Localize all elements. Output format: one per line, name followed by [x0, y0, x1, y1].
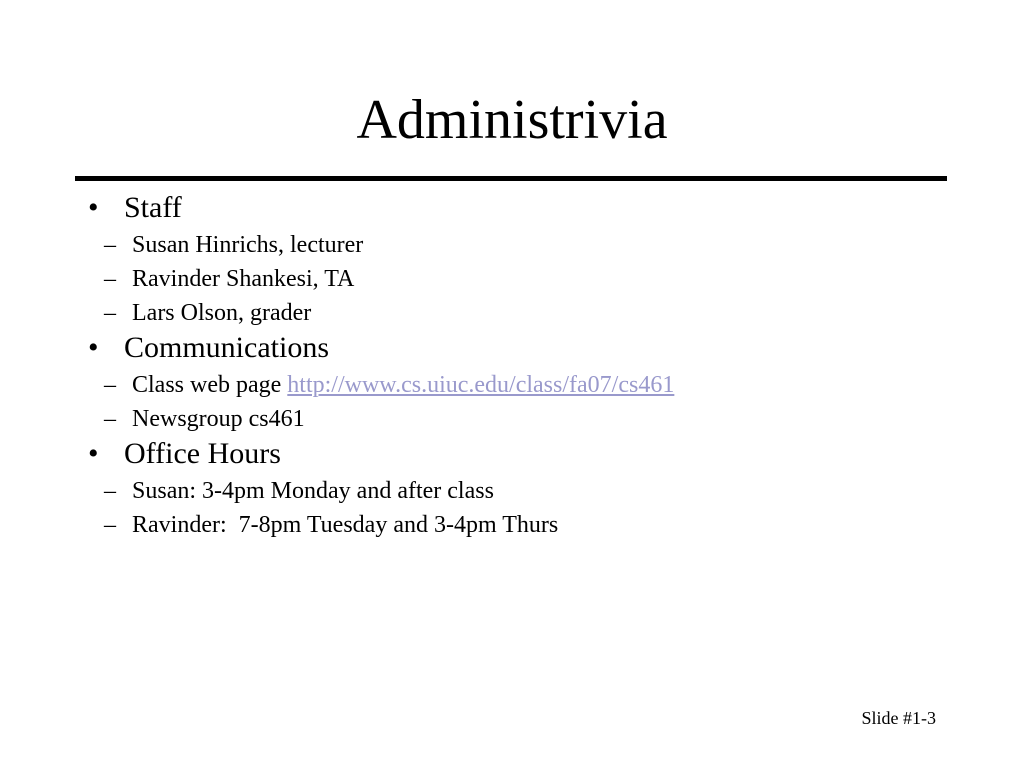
bullet-office-hours [88, 436, 968, 472]
dash-icon: – [104, 372, 116, 398]
bullet-icon: • [88, 191, 99, 224]
sub-item-text: Newsgroup cs461 [132, 406, 305, 432]
dash-icon: – [104, 266, 116, 292]
bullet-heading: Staff [124, 191, 182, 224]
sub-list-communications [98, 366, 968, 436]
sub-list-office-hours [98, 472, 968, 542]
sub-item [98, 368, 968, 402]
sub-item [98, 228, 968, 262]
slide-title: Administrivia [356, 89, 668, 151]
bullet-heading: Communications [124, 331, 329, 364]
dash-icon: – [104, 478, 116, 504]
sub-item-text: Lars Olson, grader [132, 300, 312, 326]
sub-item [98, 402, 968, 436]
dash-icon: – [104, 512, 116, 538]
sub-list-staff [98, 226, 968, 330]
sub-item-text: Ravinder: 7-8pm Tuesday and 3-4pm Thurs [132, 512, 559, 538]
sub-item [98, 508, 968, 542]
sub-item-text: Class web page [132, 372, 288, 398]
sub-item [98, 474, 968, 508]
bullet-icon: • [88, 331, 99, 364]
sub-item-text: Susan: 3-4pm Monday and after class [132, 478, 494, 504]
sub-item [98, 262, 968, 296]
slide-content [88, 190, 968, 542]
slide-number: Slide #1-3 [861, 708, 936, 728]
bullet-communications [88, 330, 968, 366]
bullet-heading: Office Hours [124, 437, 281, 470]
class-web-page-link[interactable]: http://www.cs.uiuc.edu/class/fa07/cs461 [287, 372, 675, 398]
sub-item [98, 296, 968, 330]
bullet-icon: • [88, 437, 99, 470]
title-divider [75, 176, 947, 181]
bullet-staff [88, 190, 968, 226]
dash-icon: – [104, 406, 116, 432]
sub-item-text: Ravinder Shankesi, TA [132, 266, 355, 292]
sub-item-text: Susan Hinrichs, lecturer [132, 232, 364, 258]
dash-icon: – [104, 232, 116, 258]
dash-icon: – [104, 300, 116, 326]
